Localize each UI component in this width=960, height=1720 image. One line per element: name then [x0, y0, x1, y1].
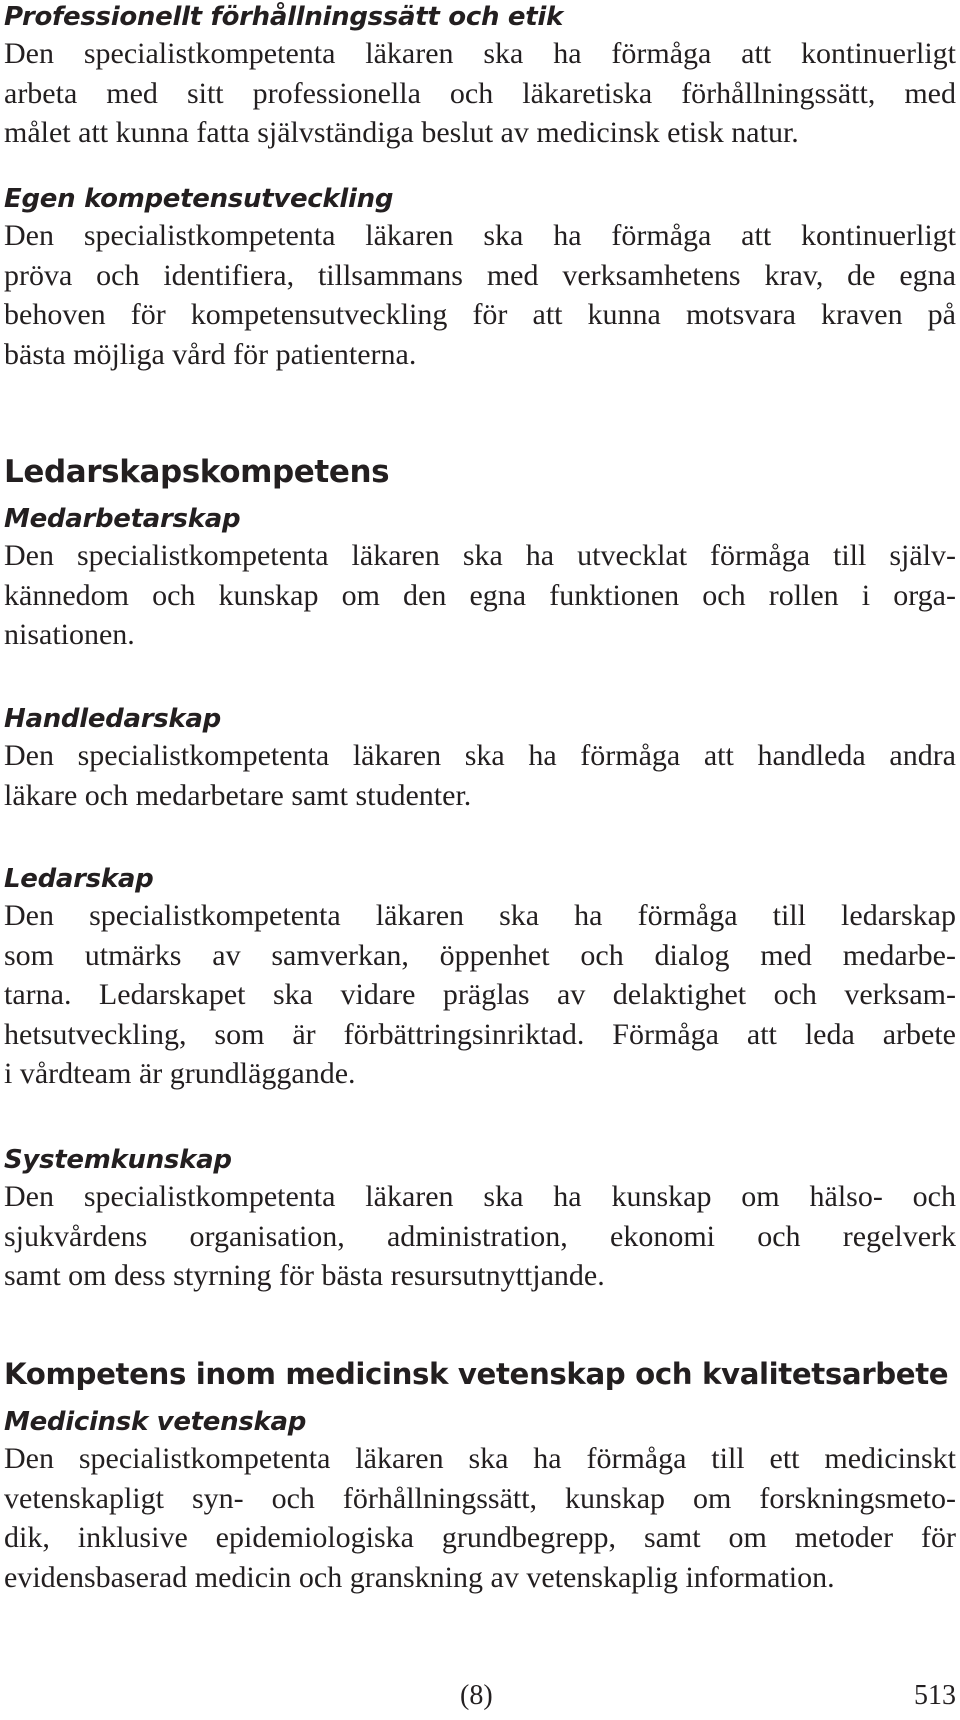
paragraph [4, 896, 956, 1094]
subheading: Professionellt förhållningssätt och etik [4, 2, 563, 32]
text-line: Den specialistkompetenta läkaren ska ha utvecklat förmåga till själv- [4, 539, 956, 572]
text-line: samt om dess styrning för bästa resursutnyttjande. [4, 1259, 605, 1292]
subheading: Ledarskap [4, 864, 154, 894]
text-line: evidensbaserad medicin och granskning av vetenskaplig information. [4, 1560, 835, 1594]
paragraph [4, 216, 956, 374]
text-line: Den specialistkompetenta läkaren ska ha förmåga till ett medicinskt [4, 1442, 956, 1475]
subheading: Egen kompetensutveckling [4, 184, 394, 214]
section-own-competence-development [4, 182, 956, 374]
text-line: dik, inklusive epidemiologiska grundbegrepp, samt om metoder för [4, 1521, 956, 1554]
text-line: Den specialistkompetenta läkaren ska ha förmåga att kontinuerligt [4, 219, 956, 252]
section-heading: Kompetens inom medicinsk vetenskap och kvalitetsarbete [4, 1357, 949, 1391]
paragraph [4, 1177, 956, 1296]
paragraph [4, 1439, 956, 1597]
section-science-quality-heading [4, 1354, 956, 1394]
paragraph [4, 536, 956, 655]
text-line: arbeta med sitt professionella och läkaretiska förhållningssätt, med [4, 76, 956, 110]
text-line: nisationen. [4, 618, 135, 651]
section-supervision [4, 702, 956, 815]
text-line: målet att kunna fatta självständiga beslut av medicinsk etisk natur. [4, 116, 799, 149]
text-line: tarna. Ledarskapet ska vidare präglas av delaktighet och verksam- [4, 978, 956, 1011]
page-number: 513 [914, 1680, 956, 1711]
text-line: pröva och identifiera, tillsammans med verksamhetens krav, de egna [4, 258, 956, 292]
section-leadership-heading [4, 452, 956, 492]
subheading: Medicinsk vetenskap [4, 1407, 307, 1437]
text-line: Den specialistkompetenta läkaren ska ha förmåga att handleda andra [4, 739, 956, 772]
section-coworkership [4, 502, 956, 655]
paragraph [4, 34, 956, 153]
section-system-knowledge [4, 1143, 956, 1296]
subheading: Handledarskap [4, 704, 221, 734]
text-line: Den specialistkompetenta läkaren ska ha förmåga till ledarskap [4, 899, 956, 932]
paragraph [4, 736, 956, 815]
text-line: bästa möjliga vård för patienterna. [4, 337, 417, 371]
text-line: Den specialistkompetenta läkaren ska ha kunskap om hälso- och [4, 1180, 956, 1213]
text-line: i vårdteam är grundläggande. [4, 1057, 356, 1090]
text-line: hetsutveckling, som är förbättringsinriktad. Förmåga att leda arbete [4, 1017, 956, 1051]
text-line: vetenskapligt syn- och förhållningssätt, kunskap om forskningsmeto- [4, 1481, 956, 1515]
text-line: Den specialistkompetenta läkaren ska ha förmåga att kontinuerligt [4, 37, 956, 70]
text-line: sjukvårdens organisation, administration, ekonomi och regelverk [4, 1219, 956, 1253]
text-line: som utmärks av samverkan, öppenhet och dialog med medarbe- [4, 938, 956, 972]
section-heading: Ledarskapskompetens [4, 454, 390, 490]
subheading: Medarbetarskap [4, 504, 241, 534]
section-medical-science [4, 1405, 956, 1597]
subheading: Systemkunskap [4, 1145, 232, 1175]
text-line: behoven för kompetensutveckling för att kunna motsvara kraven på [4, 298, 956, 331]
footer-marker: (8) [460, 1680, 493, 1711]
section-professional-ethics [4, 0, 956, 153]
section-leadership [4, 862, 956, 1094]
text-line: kännedom och kunskap om den egna funktionen och rollen i orga- [4, 578, 956, 612]
text-line: läkare och medarbetare samt studenter. [4, 778, 472, 812]
